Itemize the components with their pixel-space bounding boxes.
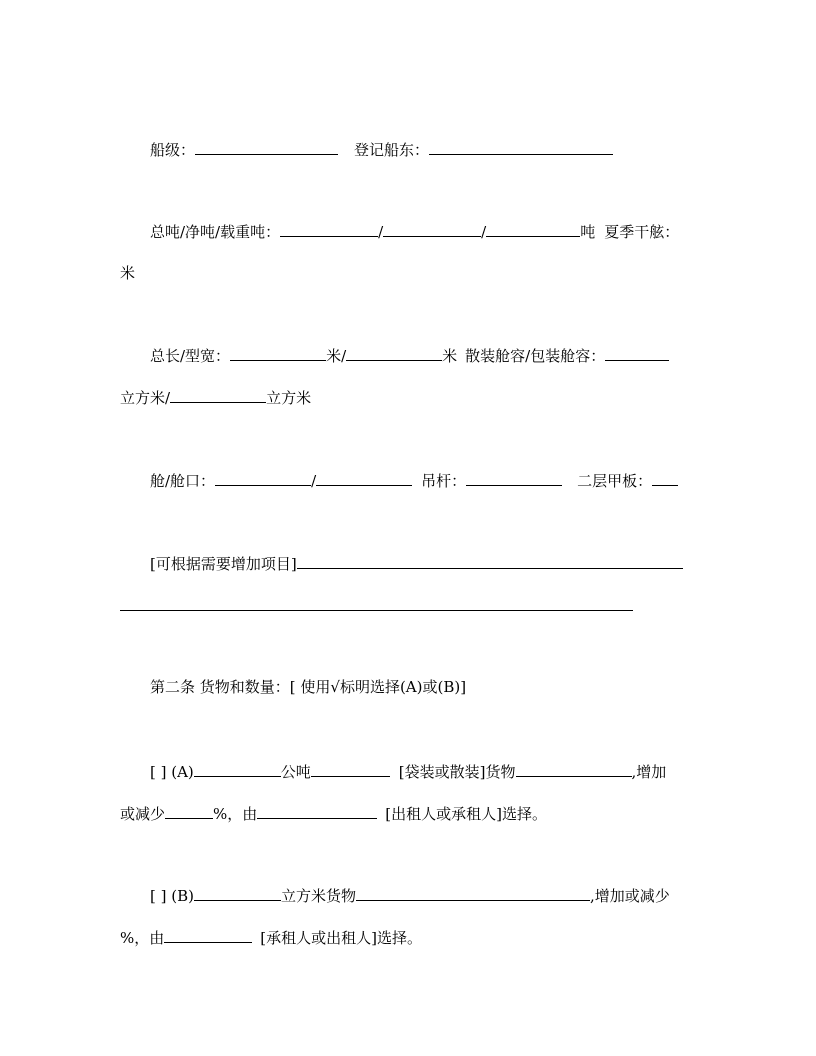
meter-unit: 米: [442, 347, 458, 365]
summer-freeboard-label: 夏季干舷：: [604, 223, 680, 241]
option-b-line-cont: [120, 927, 698, 947]
extra-items-blank-cont[interactable]: [120, 595, 633, 611]
hatch-line: [150, 470, 698, 490]
deadweight-blank[interactable]: [486, 221, 580, 237]
percent-by-label: %，由: [213, 805, 258, 823]
length-blank[interactable]: [230, 345, 326, 361]
option-b-line: [150, 885, 698, 905]
tween-deck-blank[interactable]: [652, 470, 678, 486]
article-two-title: 第二条 货物和数量：[ 使用√标明选择(A)或(B)]: [150, 678, 467, 696]
capacity-label: 散装舱容/包装舱容：: [465, 347, 606, 365]
cubic-cargo-label: 立方米货物: [280, 887, 356, 905]
option-a-line-cont: [120, 803, 698, 823]
dimension-line: [150, 345, 698, 365]
option-a-cargo-blank[interactable]: [516, 761, 632, 777]
net-tonnage-blank[interactable]: [383, 221, 481, 237]
ship-class-label: 船级：: [150, 141, 196, 159]
extra-items-label: [可根据需要增加项目]: [150, 555, 297, 573]
registered-owner-blank[interactable]: [429, 139, 613, 155]
option-b-volume-blank[interactable]: [194, 885, 281, 901]
packing-label: [袋装或散装]货物: [398, 763, 516, 781]
option-a-chooser: [出租人或承租人]选择。: [385, 805, 547, 823]
increase-decrease-label: ,增加或减少: [589, 887, 670, 905]
option-b-chooser: [承租人或出租人]选择。: [260, 929, 422, 947]
option-a-checkbox[interactable]: [ ] (A): [150, 763, 194, 781]
tonnage-line-cont: [120, 263, 698, 283]
grain-capacity-blank[interactable]: [170, 387, 266, 403]
ton-unit: 吨: [580, 223, 596, 241]
increase-label: ,增加: [631, 763, 667, 781]
slash-text: /: [311, 472, 317, 490]
cubic-slash: 立方米/: [120, 389, 171, 407]
ship-class-blank[interactable]: [195, 139, 338, 155]
option-b-checkbox[interactable]: [ ] (B): [150, 887, 194, 905]
hatch-label: 舱/舱口：: [150, 472, 216, 490]
option-a-party-blank[interactable]: [257, 803, 377, 819]
ship-class-line: [150, 139, 698, 159]
option-a-packing-blank[interactable]: [311, 761, 390, 777]
metric-ton-label: 公吨: [280, 763, 311, 781]
derrick-label: 吊杆：: [421, 472, 467, 490]
option-a-line: [150, 761, 698, 781]
slash-text: /: [378, 223, 384, 241]
slash-text: /: [481, 223, 487, 241]
option-a-percent-blank[interactable]: [165, 803, 213, 819]
meter-slash: 米/: [326, 347, 347, 365]
cubic-unit: 立方米: [266, 389, 312, 407]
tonnage-label: 总吨/净吨/载重吨：: [150, 223, 281, 241]
tween-deck-label: 二层甲板：: [577, 472, 653, 490]
derrick-blank[interactable]: [466, 470, 562, 486]
hatches-blank[interactable]: [316, 470, 412, 486]
length-beam-label: 总长/型宽：: [150, 347, 231, 365]
registered-owner-label: 登记船东：: [354, 141, 430, 159]
meter-unit: 米: [120, 264, 136, 282]
extra-items-line-cont: [120, 595, 698, 615]
extra-items-line: [150, 553, 698, 573]
decrease-label: 或减少: [120, 805, 166, 823]
holds-blank[interactable]: [215, 470, 311, 486]
beam-blank[interactable]: [346, 345, 442, 361]
option-a-tonnage-blank[interactable]: [194, 761, 281, 777]
option-b-cargo-blank[interactable]: [356, 885, 590, 901]
dimension-line-cont: [120, 387, 698, 407]
gross-tonnage-blank[interactable]: [280, 221, 378, 237]
tonnage-line: [150, 221, 698, 241]
extra-items-blank[interactable]: [297, 553, 683, 569]
article-two-heading: [150, 677, 698, 697]
percent-by-label: %，由: [120, 929, 165, 947]
bale-capacity-blank[interactable]: [605, 345, 669, 361]
option-b-party-blank[interactable]: [164, 927, 252, 943]
